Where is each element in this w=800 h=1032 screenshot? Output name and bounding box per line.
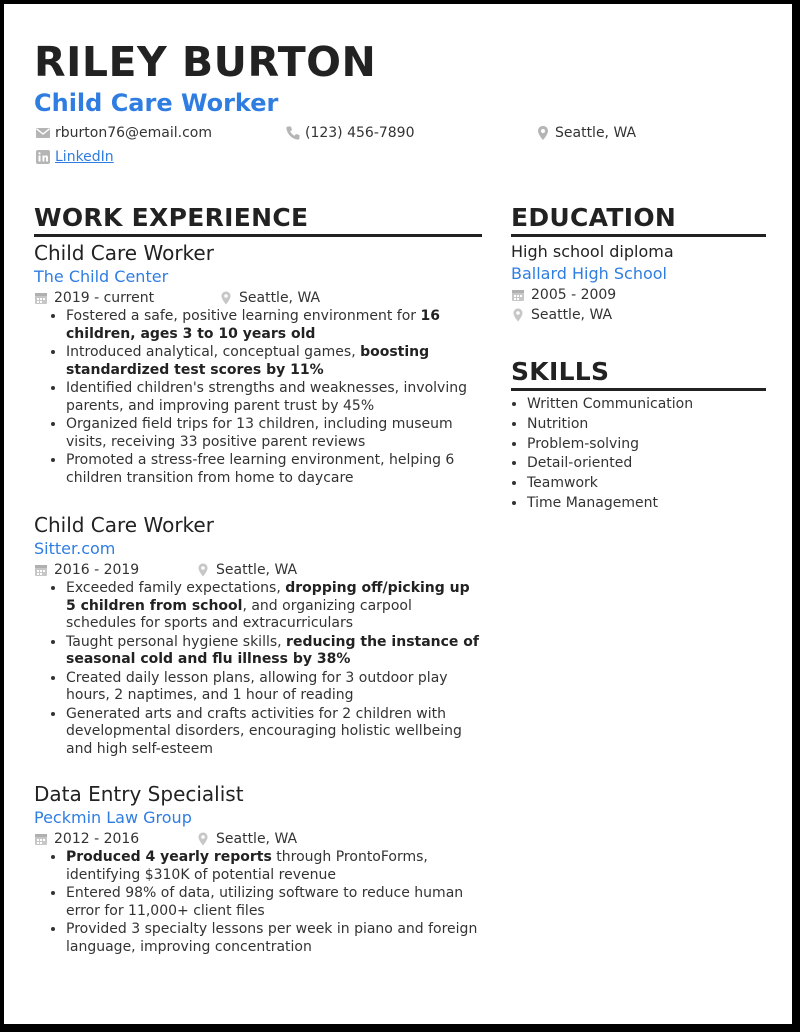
skill-item: • Written Communication: [527, 395, 693, 415]
education-divider: [511, 234, 766, 237]
calendar-icon: [34, 832, 48, 846]
contact-linkedin: [35, 148, 114, 166]
job-bullets: [34, 849, 484, 956]
education-dates-text: 2005 - 2009: [531, 287, 617, 303]
candidate-name: RILEY BURTON: [34, 38, 377, 86]
calendar-icon: [34, 291, 48, 305]
location-text: Seattle, WA: [555, 125, 637, 141]
bullet-highlight: Produced 4 yearly reports: [66, 849, 272, 865]
job-bullet: [66, 416, 484, 451]
job-bullet: [66, 885, 484, 920]
bullet-text: Generated arts and crafts activities for 2 children with developmental disorders, encouraging holistic wellbeing and high self-esteem: [66, 705, 462, 757]
job-bullet: [66, 452, 484, 487]
job-dates: 2016 - 2019: [54, 562, 140, 578]
job-bullets: [34, 308, 484, 487]
bullet-highlight: dropping off/picking up 5 children from school: [66, 580, 470, 614]
job-entry: [34, 240, 484, 488]
map-pin-icon: [196, 832, 210, 846]
skill-item: • Problem-solving: [527, 435, 693, 455]
bullet-text: Promoted a stress-free learning environment, helping 6 children transition from home to daycare: [66, 452, 455, 486]
degree: High school diploma: [511, 242, 674, 261]
skill-item: • Time Management: [527, 494, 693, 514]
school-name: Ballard High School: [511, 264, 667, 283]
calendar-icon: [34, 563, 48, 577]
bullet-text: Provided 3 specialty lessons per week in piano and foreign language, improving concentration: [66, 921, 478, 955]
bullet-text: Fostered a safe, positive learning environment for: [66, 308, 421, 324]
job-dates: 2012 - 2016: [54, 831, 140, 847]
map-pin-icon: [511, 308, 525, 322]
candidate-role: Child Care Worker: [34, 89, 279, 117]
bullet-highlight: 16 children, ages 3 to 10 years old: [66, 308, 440, 342]
bullet-text: Organized field trips for 13 children, including museum visits, receiving 33 positive parent reviews: [66, 416, 453, 450]
phone-icon: [285, 125, 301, 141]
bullet-text: , and organizing carpool schedules for sports and extracurriculars: [66, 597, 412, 631]
skill-item: • Detail-oriented: [527, 454, 693, 474]
job-bullet: [66, 308, 484, 343]
bullet-text: Introduced analytical, conceptual games,: [66, 344, 361, 360]
education-heading: EDUCATION: [511, 203, 677, 232]
resume-page: [4, 4, 792, 1024]
linkedin-icon: [35, 149, 51, 165]
phone-text: (123) 456-7890: [305, 125, 415, 141]
job-bullet: [66, 580, 484, 633]
job-company: Peckmin Law Group: [34, 808, 192, 827]
email-text: rburton76@email.com: [55, 125, 212, 141]
skill-item: • Teamwork: [527, 474, 693, 494]
job-title: Data Entry Specialist: [34, 782, 244, 806]
job-dates: 2019 - current: [54, 290, 155, 306]
bullet-text: Exceeded family expectations,: [66, 580, 286, 596]
skills-heading: SKILLS: [511, 357, 610, 386]
job-meta: [34, 560, 484, 580]
job-bullet: [66, 921, 484, 956]
bullet-text: Created daily lesson plans, allowing for 3 outdoor play hours, 2 naptimes, and 1 hour of reading: [66, 669, 448, 703]
bullet-text: Identified children's strengths and weaknesses, involving parents, and improving parent trust by 45%: [66, 380, 467, 414]
skills-list: [511, 395, 693, 514]
job-bullet: [66, 634, 484, 669]
map-pin-icon: [219, 291, 233, 305]
bullet-text: through ProntoForms, identifying $310K of potential revenue: [66, 849, 428, 883]
job-company: The Child Center: [34, 267, 169, 286]
job-location: Seattle, WA: [216, 562, 298, 578]
education-entry: [511, 241, 771, 325]
job-location: Seattle, WA: [239, 290, 321, 306]
education-location: [511, 305, 771, 325]
job-bullet: [66, 344, 484, 379]
job-bullet: [66, 849, 484, 884]
education-location-text: Seattle, WA: [531, 307, 613, 323]
bullet-text: Taught personal hygiene skills,: [66, 633, 287, 650]
envelope-icon: [35, 125, 51, 141]
bullet-text: Entered 98% of data, utilizing software to reduce human error for 11,000+ client files: [66, 885, 464, 919]
skill-item: • Nutrition: [527, 415, 693, 435]
job-bullets: [34, 580, 484, 758]
map-pin-icon: [196, 563, 210, 577]
job-meta: [34, 288, 484, 308]
job-location: Seattle, WA: [216, 831, 298, 847]
calendar-icon: [511, 288, 525, 302]
work-experience-heading: WORK EXPERIENCE: [34, 203, 309, 232]
contact-phone: [285, 124, 415, 142]
contact-location: [535, 124, 636, 142]
contact-email: [35, 124, 212, 142]
job-entry: [34, 781, 484, 957]
job-company: Sitter.com: [34, 539, 116, 558]
job-title: Child Care Worker: [34, 241, 214, 265]
job-bullet: [66, 706, 484, 759]
skills-divider: [511, 388, 766, 391]
job-entry: [34, 512, 484, 759]
education-dates: [511, 285, 771, 305]
job-meta: [34, 829, 484, 849]
job-bullet: [66, 670, 484, 705]
bullet-highlight: boosting standardized test scores by 11%: [66, 344, 430, 378]
work-experience-divider: [34, 234, 482, 237]
linkedin-link[interactable]: LinkedIn: [55, 149, 114, 165]
map-pin-icon: [535, 125, 551, 141]
bullet-highlight: reducing the instance of seasonal cold and flu illness by 38%: [66, 633, 480, 667]
job-bullet: [66, 380, 484, 415]
job-title: Child Care Worker: [34, 513, 214, 537]
